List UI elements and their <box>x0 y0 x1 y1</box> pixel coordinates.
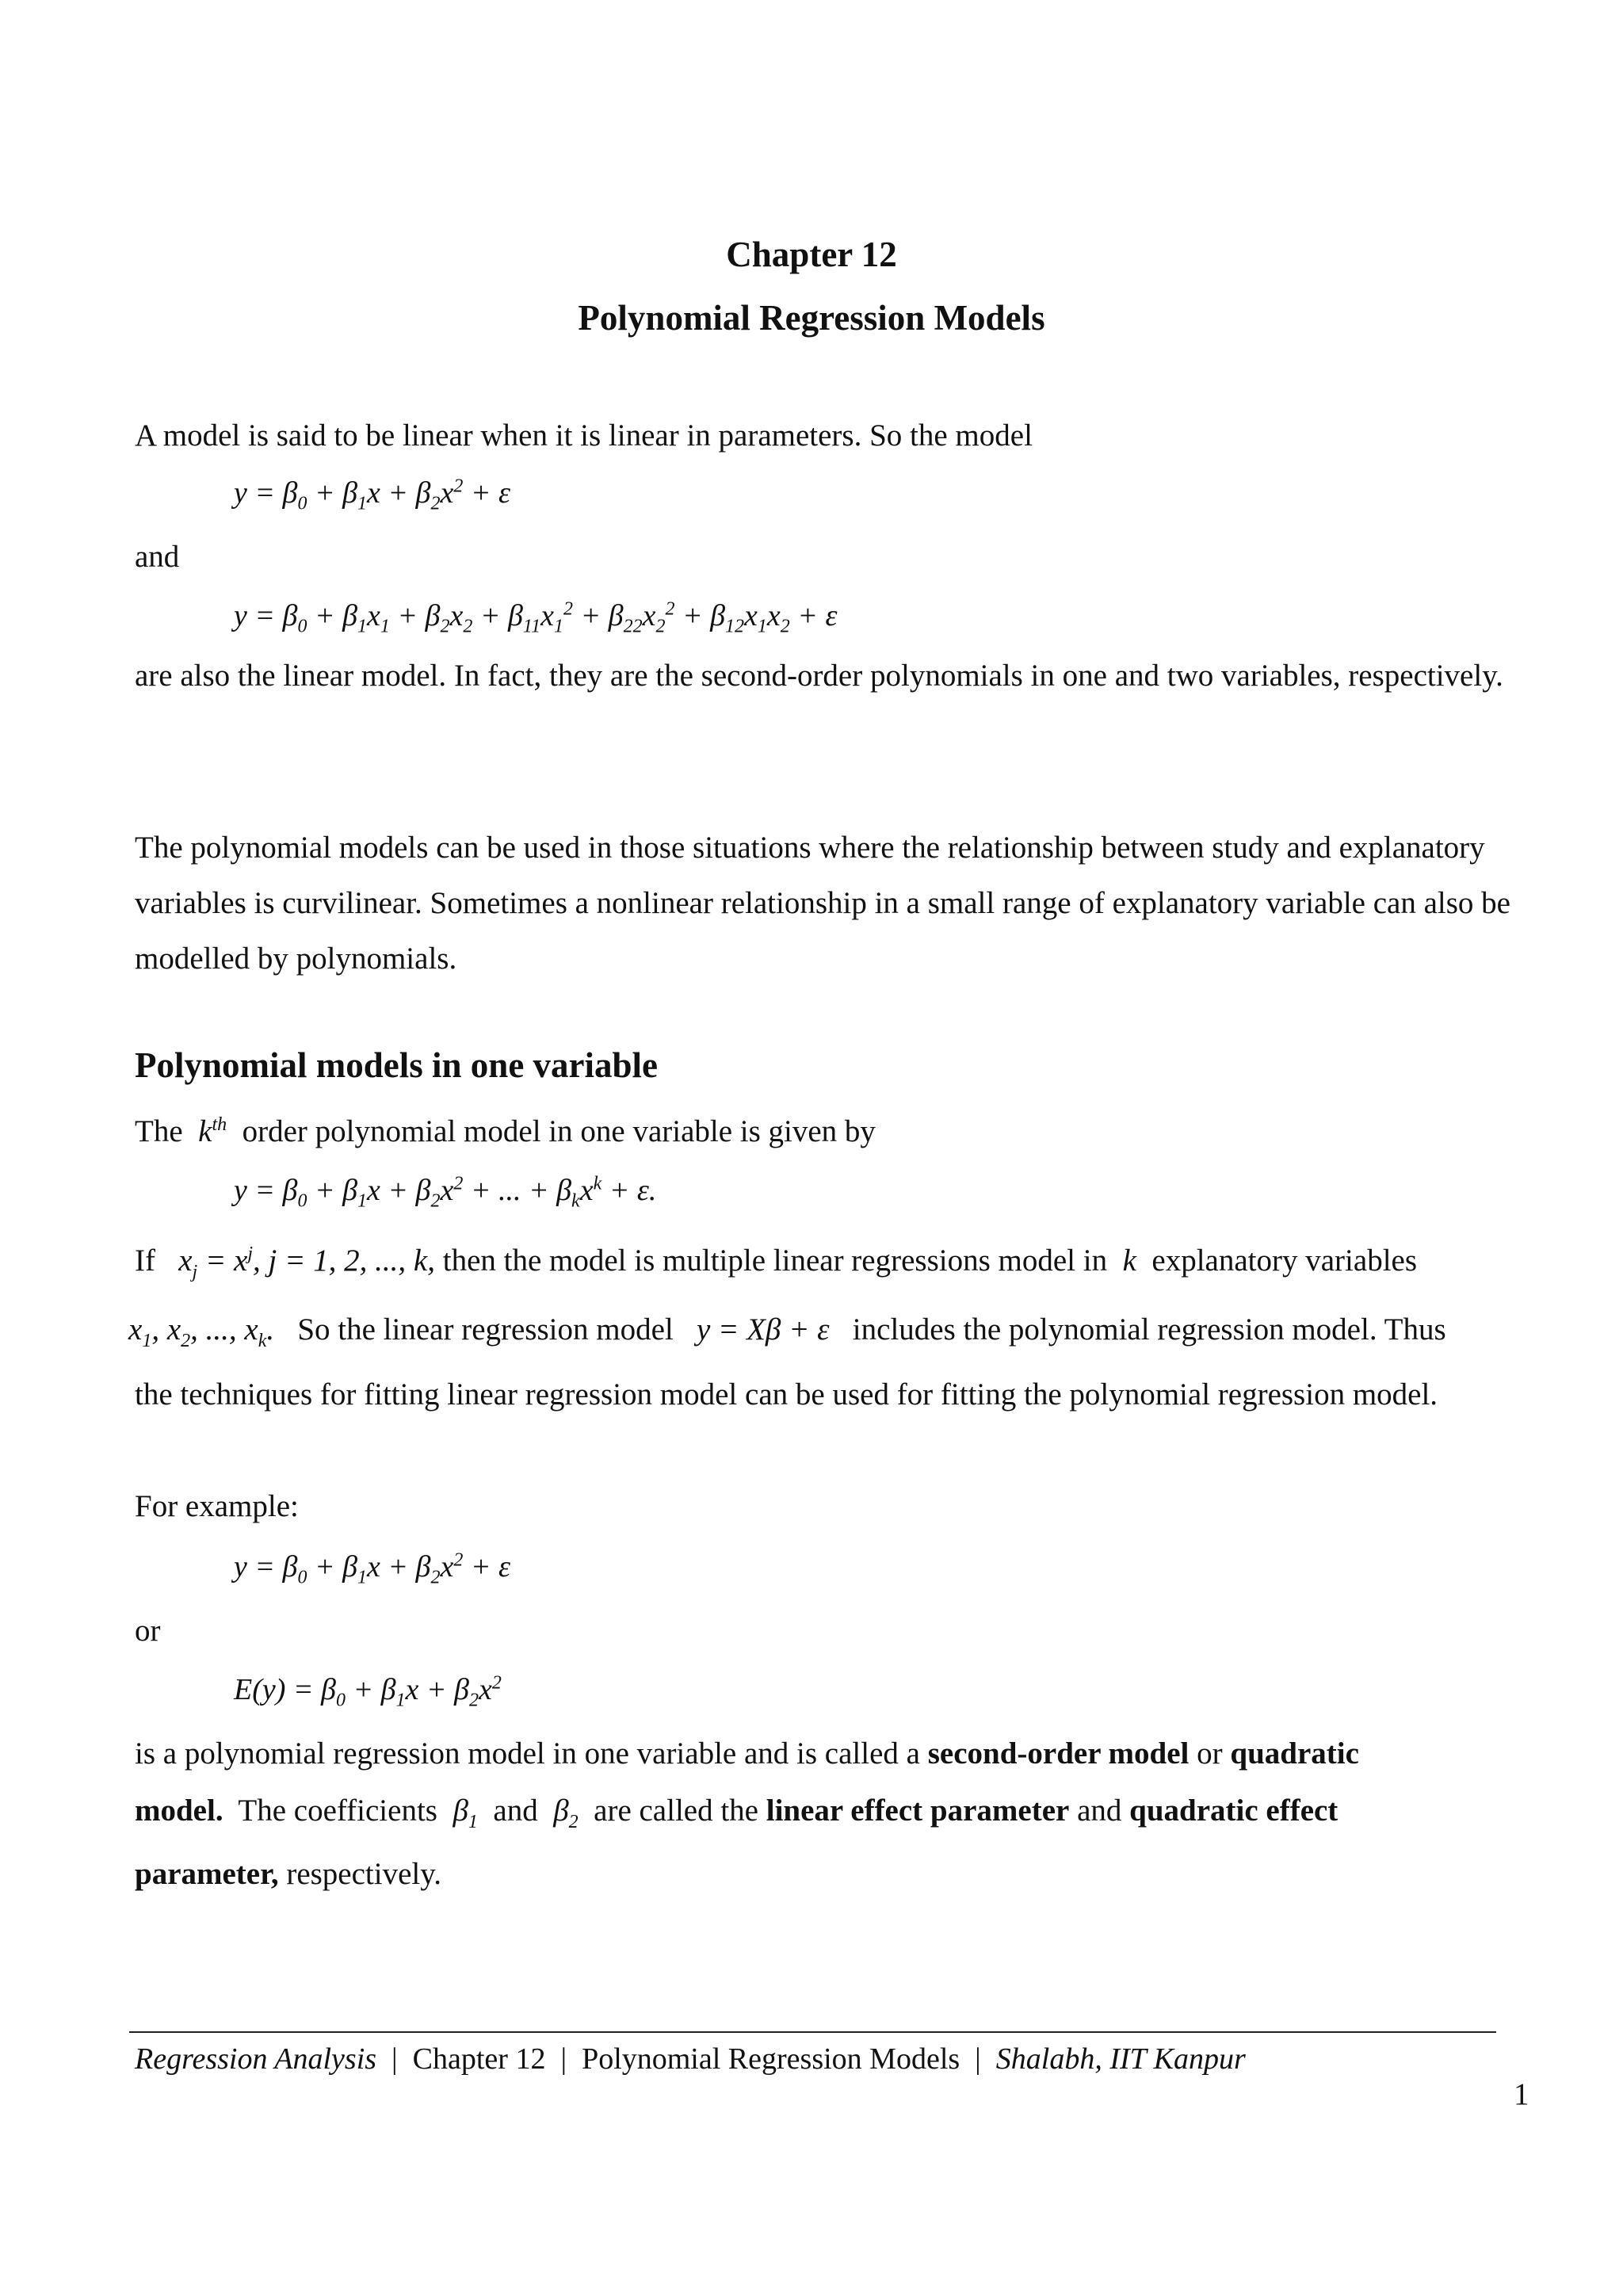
quadratic-text-a: is a polynomial regression model in one variable and is called a <box>135 1736 920 1771</box>
so-text: So the linear regression model <box>297 1312 674 1347</box>
so-line <box>128 1312 1446 1351</box>
then-text: then the model is multiple linear regressions model in <box>442 1244 1108 1278</box>
footer-divider <box>129 2031 1496 2033</box>
techniques-text: the techniques for fitting linear regression model can be used for fitting the polynomial regression model. <box>135 1377 1438 1412</box>
equation-kth-order: $y = \beta_0 + \beta_1x + \beta_2x^2$ + ... + $\beta_kx^k + \varepsilon$. <box>234 1173 657 1212</box>
model-term: model. <box>135 1794 223 1828</box>
respectively-text: respectively. <box>286 1857 441 1891</box>
matrix-model: y = Xβ + ε <box>681 1312 846 1347</box>
xj-definition: $x_j = x^j$, j = 1, 2, ..., k, <box>162 1244 435 1282</box>
footer-sep-1: | <box>391 2042 398 2076</box>
called-text: are called the <box>594 1794 758 1828</box>
linear-effect-term: linear effect parameter <box>766 1794 1070 1828</box>
footer-sep-2: | <box>560 2042 567 2076</box>
the-word: The <box>135 1114 183 1148</box>
equation-quadratic: $y = \beta_0 + \beta_1x + \beta_2x^2 + \varepsilon$ <box>234 476 510 514</box>
second-order-term: second-order model <box>927 1736 1190 1771</box>
explanatory-text: explanatory variables <box>1151 1244 1418 1278</box>
quadratic-text-c: or <box>1197 1736 1223 1771</box>
k-symbol: $k^{th}$ <box>190 1114 227 1148</box>
page-footer <box>135 2042 1246 2076</box>
if-line <box>135 1243 1541 1282</box>
and-text-3: and <box>1077 1794 1122 1828</box>
intro-text-2: are also the linear model. In fact, they are the second-order polynomials in one and two variables, respectively. <box>135 659 1503 693</box>
and-text: and <box>135 540 180 574</box>
quadratic-line-1 <box>135 1736 1359 1771</box>
includes-text: includes the polynomial regression model. Thus <box>852 1312 1446 1347</box>
and-text-2: and <box>493 1794 538 1828</box>
kth-order-line <box>135 1114 876 1149</box>
parameter-term: parameter, <box>135 1857 279 1891</box>
intro-text: A model is said to be linear when it is linear in parameters. So the model <box>135 418 1033 453</box>
quadratic-line-2 <box>135 1793 1338 1832</box>
equation-two-variable: $y = \beta_0 + \beta_1x_1 + \beta_2x_2 + \beta_{11}x_1^2 + \beta_{22}x_2^2 + \beta_{12}x_1x_2 + \varepsilon$ <box>234 598 838 637</box>
equation-example: $y = \beta_0 + \beta_1x + \beta_2x^2 + \varepsilon$ <box>234 1549 510 1588</box>
example-label: For example: <box>135 1489 299 1523</box>
equation-expectation: $E(y) = \beta_0 + \beta_1x + \beta_2x^2$ <box>234 1672 502 1711</box>
beta2-symbol: $\beta_2$ <box>545 1794 579 1832</box>
footer-topic: Polynomial Regression Models <box>582 2042 960 2076</box>
coefficients-text: The coefficients <box>238 1794 437 1828</box>
page-number: 1 <box>1514 2077 1529 2111</box>
footer-book: Regression Analysis <box>135 2042 377 2076</box>
quadratic-effect-term: quadratic effect <box>1129 1794 1338 1828</box>
quadratic-term: quadratic <box>1230 1736 1359 1771</box>
quadratic-line-3 <box>135 1856 441 1892</box>
page-title: Polynomial Regression Models <box>578 298 1045 338</box>
footer-author: Shalabh, IIT Kanpur <box>995 2042 1246 2076</box>
footer-sep-3: | <box>975 2042 981 2076</box>
kth-rest: order polynomial model in one variable is given by <box>242 1114 876 1148</box>
or-text: or <box>135 1614 161 1648</box>
footer-chapter: Chapter 12 <box>412 2042 546 2076</box>
if-word: If <box>135 1244 155 1278</box>
k-symbol-2: k <box>1114 1244 1144 1278</box>
chapter-label: Chapter 12 <box>726 235 897 274</box>
variables-list: $x_1$, $x_2$, ..., $x_k$. <box>128 1312 290 1351</box>
curvilinear-paragraph: The polynomial models can be used in those situations where the relationship between study and explanatory variables is curvilinear. Sometimes a nonlinear relationship in a small range of explanatory variable can also be modelled by polynomials. <box>135 831 1510 976</box>
section-heading: Polynomial models in one variable <box>135 1045 659 1085</box>
beta1-symbol: $\beta_1$ <box>445 1794 478 1832</box>
